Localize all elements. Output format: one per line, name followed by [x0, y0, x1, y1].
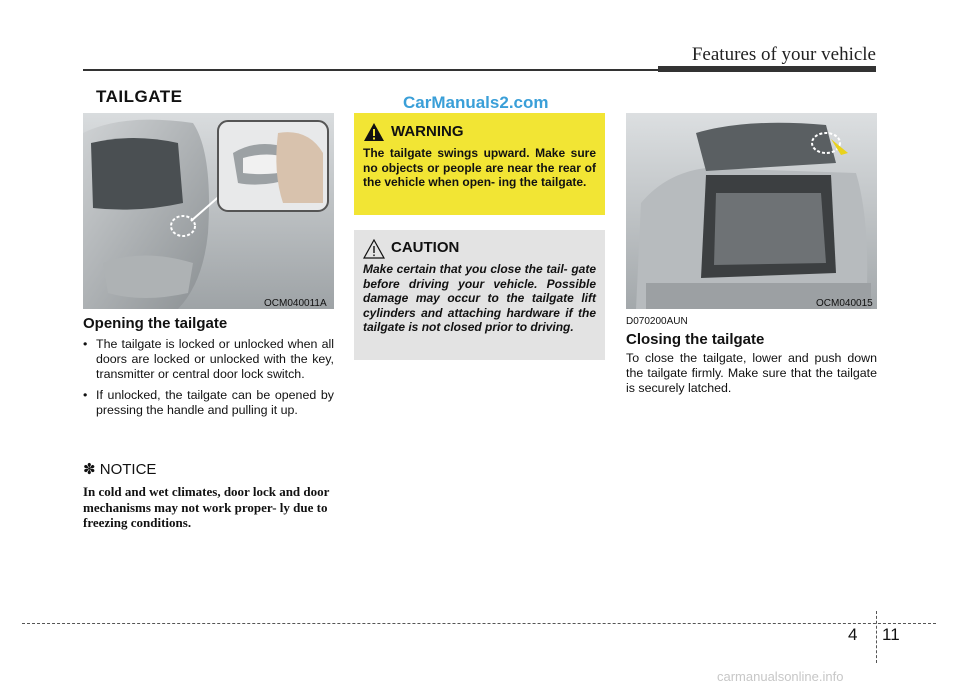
notice-asterisk-icon: ✽ [83, 461, 96, 478]
open-tailgate-illustration [626, 113, 877, 309]
opening-body [83, 337, 334, 424]
warning-triangle-icon [363, 122, 385, 142]
footer-divider [22, 623, 936, 624]
footer-vertical-divider [876, 611, 877, 663]
caution-text: Make certain that you close the tail- gate before driving your vehicle. Possible damage may occur to the tailgate lift cylinders and attaching hardware if the tailgate is not closed prior to driving. [363, 262, 596, 334]
header-thick-rule [658, 66, 876, 72]
chapter-number: 4 [848, 625, 858, 644]
caution-title: CAUTION [391, 239, 460, 256]
page-header-title: Features of your vehicle [691, 44, 876, 65]
notice-heading [83, 460, 156, 478]
caution-box [354, 230, 605, 360]
tailgate-handle-illustration [83, 113, 334, 309]
section-code: D070200AUN [626, 316, 688, 327]
warning-title: WARNING [391, 123, 464, 140]
caution-triangle-icon [363, 239, 385, 259]
watermark-top[interactable]: CarManuals2.com [403, 93, 549, 112]
page-number: 11 [882, 625, 900, 644]
warning-box [354, 113, 605, 215]
closing-title: Closing the tailgate [626, 331, 765, 348]
opening-bullet-2: • If unlocked, the tailgate can be opened by pressing the handle and pulling it up. [83, 388, 334, 418]
opening-bullet-1: • The tailgate is locked or unlocked when all doors are locked or unlocked with the key, transmitter or central door lock switch. [83, 337, 334, 382]
warning-text: The tailgate swings upward. Make sure no objects or people are near the rear of the vehicle when open- ing the tailgate. [363, 146, 596, 189]
watermark-bottom[interactable]: carmanualsonline.info [717, 669, 844, 684]
section-title: TAILGATE [96, 87, 183, 106]
tailgate-handle-photo [83, 113, 334, 309]
notice-text: In cold and wet climates, door lock and door mechanisms may not work proper- ly due to freezing conditions. [83, 484, 330, 530]
notice-title: NOTICE [99, 461, 157, 478]
opening-title: Opening the tailgate [83, 315, 228, 332]
photo2-caption: OCM040015 [816, 298, 873, 309]
closing-text: To close the tailgate, lower and push down the tailgate firmly. Make sure that the tailgate is securely latched. [626, 351, 877, 395]
open-tailgate-photo [626, 113, 877, 309]
photo1-caption: OCM040011A [264, 298, 327, 309]
